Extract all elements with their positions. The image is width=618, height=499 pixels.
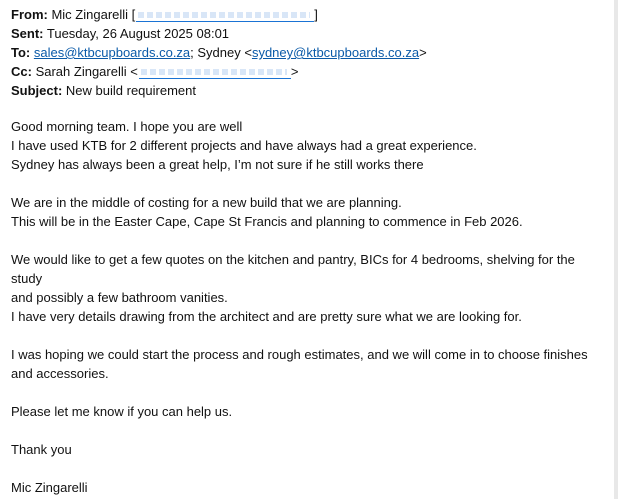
window-edge (614, 0, 618, 499)
closing-line: Thank you (11, 442, 72, 457)
bracket-close: ] (314, 7, 318, 22)
subject-label: Subject: (11, 83, 63, 98)
sent-label: Sent: (11, 26, 44, 41)
body-line: Good morning team. I hope you are well (11, 119, 243, 134)
bracket-open: [ (131, 7, 136, 22)
subject-value: New build requirement (65, 83, 196, 98)
body-paragraph (11, 440, 607, 459)
to-label: To: (11, 45, 31, 60)
recipient-separator: ; Sydney < (190, 45, 252, 60)
body-line: and possibly a few bathroom vanities. (11, 290, 228, 305)
body-line: I have very details drawing from the architect and are pretty sure what we are looking for. (11, 309, 522, 324)
body-line: I have used KTB for 2 different projects and have always had a great experience. (11, 138, 477, 153)
recipient-close: > (419, 45, 427, 60)
body-line: I was hoping we could start the process and rough estimates, and we will come in to choose finishes (11, 347, 588, 362)
sent-row (11, 24, 607, 43)
body-paragraph (11, 193, 607, 231)
recipient-email-link[interactable]: sales@ktbcupboards.co.za (33, 45, 191, 60)
sent-value: Tuesday, 26 August 2025 08:01 (46, 26, 230, 41)
cc-name: Sarah Zingarelli < (35, 64, 138, 79)
body-line: Please let me know if you can help us. (11, 404, 233, 419)
body-line: and accessories. (11, 366, 109, 381)
body-paragraph (11, 402, 607, 421)
from-row (11, 5, 607, 24)
to-row (11, 43, 607, 62)
body-paragraph (11, 345, 607, 383)
cc-close: > (290, 64, 299, 79)
body-line: We would like to get a few quotes on the kitchen and pantry, BICs for 4 bedrooms, shelving for the study (11, 252, 575, 286)
body-paragraph (11, 117, 607, 174)
recipient-email-link-2[interactable]: sydney@ktbcupboards.co.za (251, 45, 420, 60)
cc-label: Cc: (11, 64, 32, 79)
subject-row (11, 81, 607, 100)
signature-name: Mic Zingarelli (11, 480, 88, 495)
cc-row (11, 62, 607, 81)
body-paragraph (11, 250, 607, 326)
body-line: This will be in the Easter Cape, Cape St Francis and planning to commence in Feb 2026. (11, 214, 523, 229)
redacted-cc-email (139, 67, 291, 79)
signature (11, 478, 607, 497)
body-line: We are in the middle of costing for a new build that we are planning. (11, 195, 402, 210)
email-body (11, 117, 607, 497)
from-label: From: (11, 7, 48, 22)
redacted-sender-email (136, 10, 314, 22)
body-line: Sydney has always been a great help, I’m not sure if he still works there (11, 157, 424, 172)
sender-name: Mic Zingarelli (51, 7, 129, 22)
